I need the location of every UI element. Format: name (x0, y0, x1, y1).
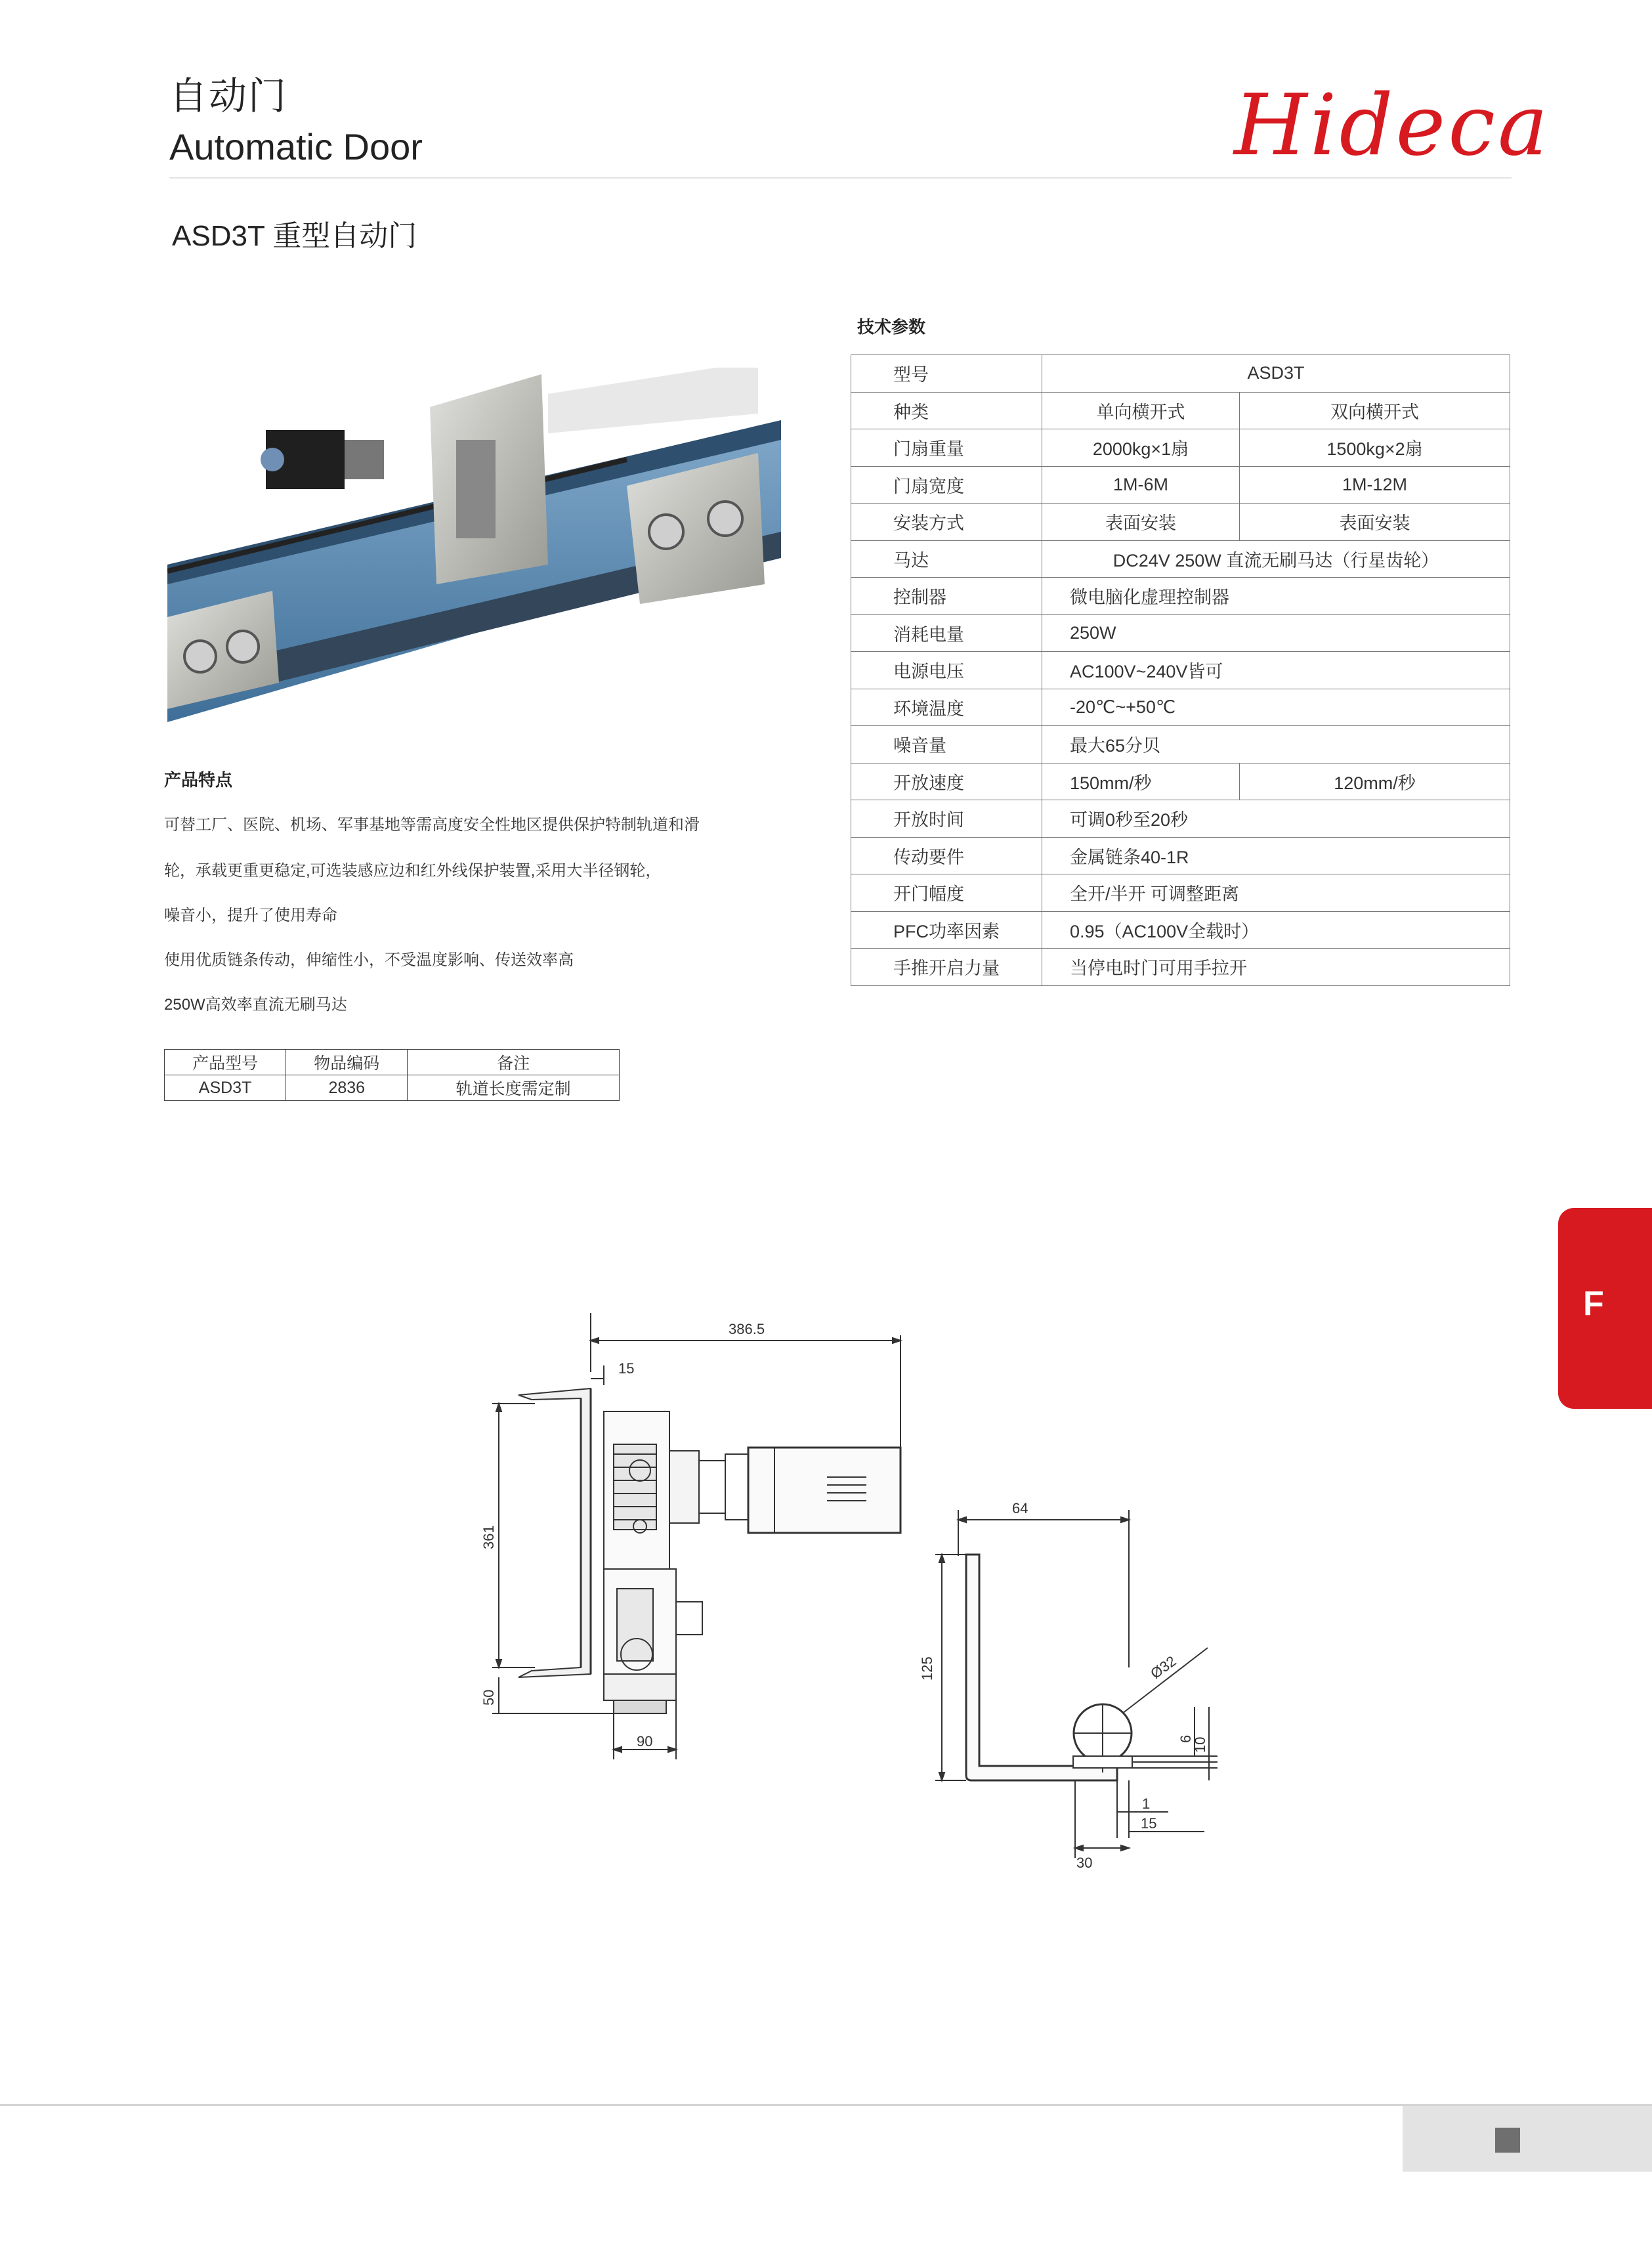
spec-label: 安装方式 (851, 504, 1042, 541)
spec-label: 噪音量 (851, 726, 1042, 763)
order-header-note: 备注 (408, 1050, 620, 1075)
section-tab (1558, 1208, 1652, 1409)
footer-square-icon (1495, 2128, 1520, 2153)
technical-drawing (473, 1313, 1227, 1878)
dim-label: 1 (1142, 1795, 1151, 1812)
spec-row (851, 504, 1510, 541)
spec-row (851, 726, 1510, 763)
spec-row (851, 355, 1510, 393)
rail-angle-drawing (919, 1500, 1218, 1871)
operator-section-drawing (480, 1313, 900, 1759)
dim-label: 386.5 (729, 1321, 765, 1337)
spec-label: PFC功率因素 (851, 911, 1042, 949)
spec-row (851, 874, 1510, 912)
spec-row (851, 614, 1510, 652)
order-cell-note: 轨道长度需定制 (408, 1075, 620, 1101)
product-subtitle: ASD3T 重型自动门 (172, 220, 417, 252)
spec-value: 最大65分贝 (1042, 726, 1510, 763)
spec-label: 门扇重量 (851, 429, 1042, 467)
feature-line: 可替工厂、医院、机场、军事基地等需高度安全性地区提供保护特制轨道和滑 (164, 816, 700, 834)
spec-label: 开放时间 (851, 800, 1042, 838)
dim-label: 90 (637, 1733, 653, 1750)
spec-label: 消耗电量 (851, 614, 1042, 652)
product-photo (167, 368, 781, 722)
features-title: 产品特点 (164, 770, 233, 790)
spec-value: ASD3T (1042, 355, 1510, 393)
feature-line: 噪音小，提升了使用寿命 (164, 907, 337, 924)
footer-page-box (1403, 2106, 1652, 2172)
feature-line: 使用优质链条传动，伸缩性小，不受温度影响、传送效率高 (164, 951, 574, 969)
spec-value-a: 2000kg×1扇 (1042, 429, 1240, 467)
dim-label: Ø32 (1147, 1652, 1179, 1683)
spec-value-b: 1500kg×2扇 (1240, 429, 1510, 467)
dim-label: 6 (1177, 1734, 1194, 1743)
spec-label: 控制器 (851, 578, 1042, 615)
spec-row (851, 652, 1510, 689)
spec-row (851, 911, 1510, 949)
spec-row (851, 429, 1510, 467)
spec-value: AC100V~240V皆可 (1042, 652, 1510, 689)
spec-value-b: 1M-12M (1240, 466, 1510, 504)
spec-row (851, 392, 1510, 429)
order-cell-code: 2836 (286, 1075, 408, 1101)
dim-label: 125 (919, 1656, 935, 1681)
spec-row (851, 763, 1510, 800)
dim-label: 15 (1141, 1815, 1157, 1832)
spec-value-a: 1M-6M (1042, 466, 1240, 504)
spec-value: 金属链条40-1R (1042, 837, 1510, 874)
spec-row (851, 800, 1510, 838)
spec-label: 电源电压 (851, 652, 1042, 689)
spec-table (851, 355, 1510, 986)
dim-label: 50 (480, 1689, 497, 1706)
dim-label: 361 (480, 1525, 497, 1549)
spec-value: 0.95（AC100V全载时） (1042, 911, 1510, 949)
spec-value-a: 150mm/秒 (1042, 763, 1240, 800)
spec-value: 可调0秒至20秒 (1042, 800, 1510, 838)
spec-row (851, 837, 1510, 874)
header-title-en: Automatic Door (169, 126, 423, 167)
spec-value: 微电脑化虚理控制器 (1042, 578, 1510, 615)
spec-value: 当停电时门可用手拉开 (1042, 949, 1510, 986)
feature-line: 250W高效率直流无刷马达 (164, 996, 347, 1014)
spec-value: 全开/半开 可调整距离 (1042, 874, 1510, 912)
spec-label: 马达 (851, 540, 1042, 578)
dim-label: 64 (1012, 1500, 1028, 1516)
spec-value: -20℃~+50℃ (1042, 689, 1510, 726)
spec-value-b: 双向横开式 (1240, 392, 1510, 429)
spec-row (851, 689, 1510, 726)
brand-logo: Hideca (1234, 77, 1551, 175)
header-divider (169, 177, 1512, 179)
spec-row (851, 578, 1510, 615)
spec-value-a: 表面安装 (1042, 504, 1240, 541)
order-header-code: 物品编码 (286, 1050, 408, 1075)
spec-value-b: 120mm/秒 (1240, 763, 1510, 800)
spec-row (851, 949, 1510, 986)
spec-label: 环境温度 (851, 689, 1042, 726)
spec-label: 开放速度 (851, 763, 1042, 800)
spec-row (851, 466, 1510, 504)
dim-label: 30 (1076, 1855, 1093, 1871)
spec-value-b: 表面安装 (1240, 504, 1510, 541)
order-cell-model: ASD3T (165, 1075, 286, 1101)
feature-line: 轮，承载更重更稳定,可选装感应边和红外线保护装置,采用大半径钢轮， (164, 862, 662, 880)
spec-value: 250W (1042, 614, 1510, 652)
spec-label: 门扇宽度 (851, 466, 1042, 504)
order-header-model: 产品型号 (165, 1050, 286, 1075)
dim-label: 10 (1192, 1736, 1208, 1753)
spec-value-a: 单向横开式 (1042, 392, 1240, 429)
spec-row (851, 540, 1510, 578)
spec-label: 传动要件 (851, 837, 1042, 874)
spec-title: 技术参数 (857, 317, 926, 337)
spec-label: 种类 (851, 392, 1042, 429)
header-title-cn: 自动门 (169, 75, 288, 118)
order-table (164, 1049, 620, 1101)
spec-label: 开门幅度 (851, 874, 1042, 912)
dim-label: 15 (618, 1360, 635, 1377)
section-tab-label: F (1583, 1285, 1604, 1323)
spec-label: 手推开启力量 (851, 949, 1042, 986)
spec-label: 型号 (851, 355, 1042, 393)
spec-value: DC24V 250W 直流无刷马达（行星齿轮） (1042, 540, 1510, 578)
